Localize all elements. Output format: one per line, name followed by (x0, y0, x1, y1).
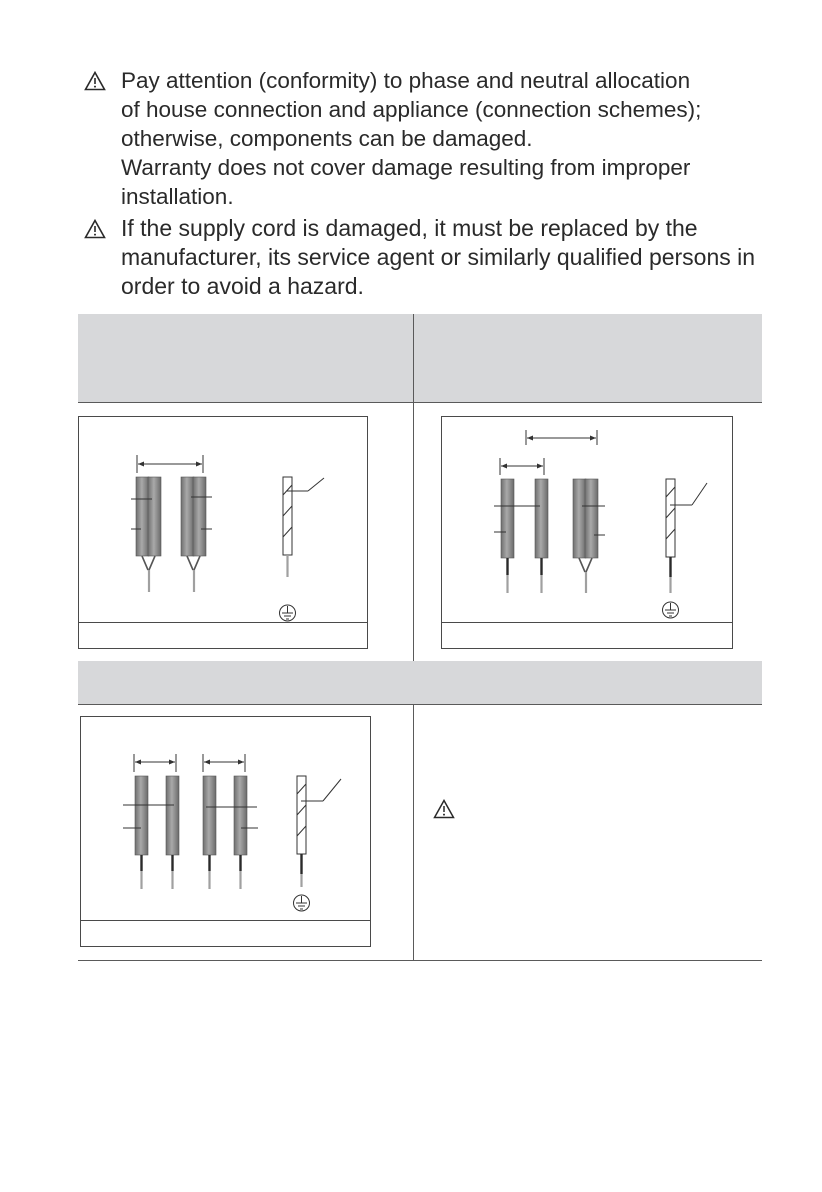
table-column-divider (413, 704, 414, 961)
diagram-caption-box (442, 622, 732, 648)
diagram-drawing (79, 417, 367, 623)
warning-triangle-icon (433, 799, 455, 819)
warning-triangle-icon (84, 71, 106, 91)
wiring-diagram-twin-cable-and-single-wires (441, 416, 733, 649)
diagram-drawing (81, 717, 370, 921)
note-line: otherwise, components can be damaged. (121, 126, 533, 151)
note-line: of house connection and appliance (connection schemes); (121, 97, 702, 122)
diagram-caption-box (79, 622, 367, 648)
warning-triangle-icon (84, 219, 106, 239)
table-header-band (78, 314, 762, 402)
note-line: order to avoid a hazard. (121, 273, 364, 299)
diagram-drawing (442, 417, 732, 623)
table-section-band (78, 661, 762, 704)
note-line: Pay attention (conformity) to phase and neutral allocation (121, 68, 691, 93)
diagram-caption-box (81, 920, 370, 946)
note-line: Warranty does not cover damage resulting from improper (121, 155, 691, 180)
note-line: installation. (121, 184, 234, 209)
wiring-diagram-four-single-wires (80, 716, 371, 947)
note-line: manufacturer, its service agent or similarly qualified persons in (121, 244, 756, 270)
warning-note-text (121, 214, 783, 301)
table-bottom-border (78, 960, 762, 961)
warning-note-text (121, 66, 783, 211)
wiring-diagram-two-twin-cables (78, 416, 368, 649)
note-line: If the supply cord is damaged, it must be replaced by the (121, 215, 698, 241)
table-divider (78, 402, 762, 403)
table-divider (78, 704, 762, 705)
table-column-divider (413, 314, 414, 661)
